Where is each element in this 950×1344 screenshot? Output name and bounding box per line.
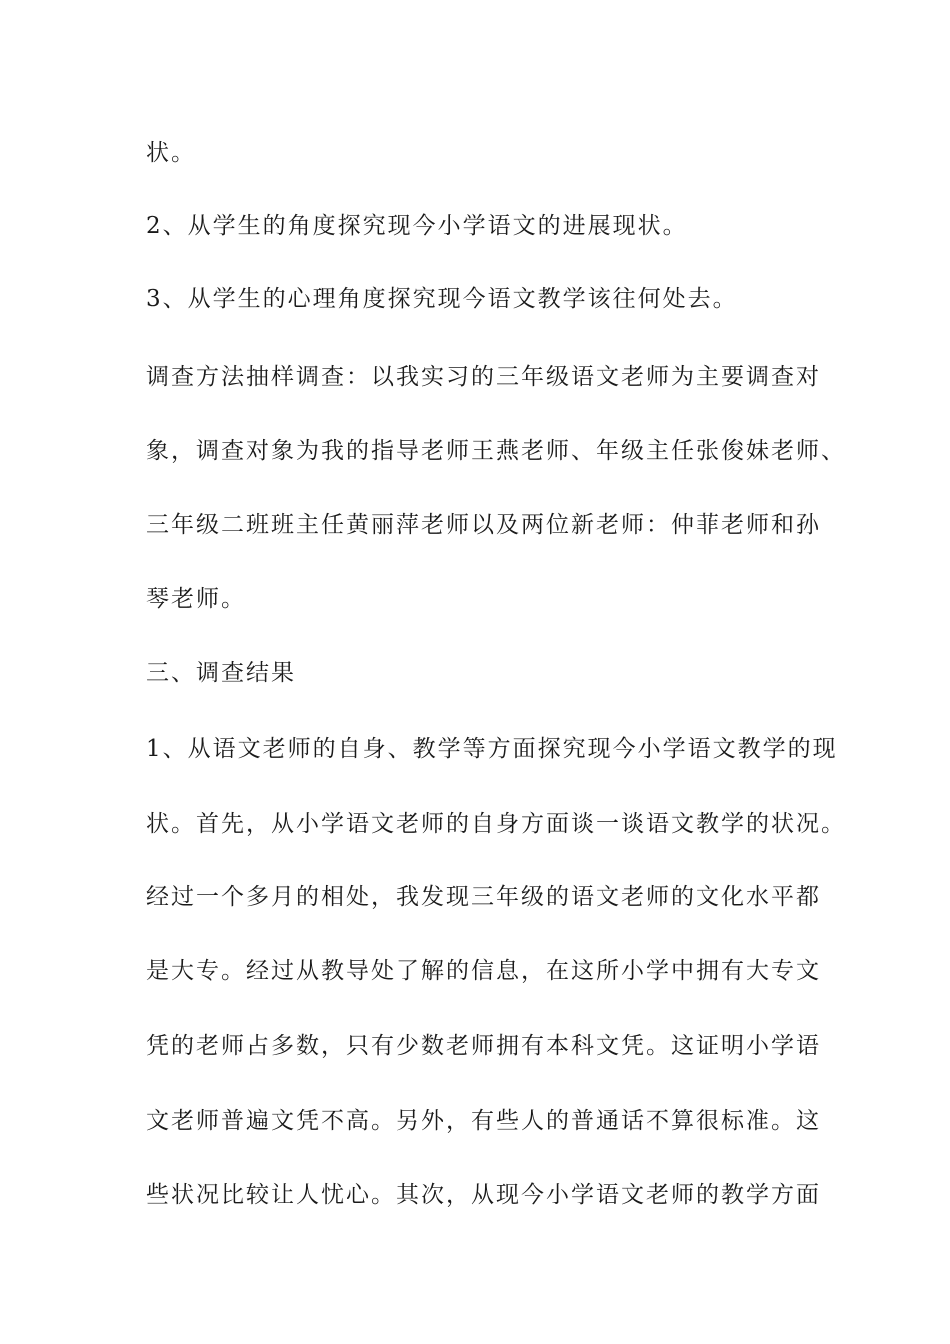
section-heading: 三、调查结果 bbox=[146, 660, 296, 686]
text-line-13: 凭的老师占多数，只有少数老师拥有本科文凭。这证明小学语 bbox=[146, 1033, 821, 1059]
text-line-14: 文老师普遍文凭不高。另外，有些人的普通话不算很标准。这 bbox=[146, 1108, 821, 1134]
text-line-11: 经过一个多月的相处，我发现三年级的语文老师的文化水平都 bbox=[146, 884, 821, 910]
text-line-10: 状。首先，从小学语文老师的自身方面谈一谈语文教学的状况。 bbox=[146, 811, 846, 837]
text-line-6: 三年级二班班主任黄丽萍老师以及两位新老师：仲菲老师和孙 bbox=[146, 512, 821, 538]
text-line-12: 是大专。经过从教导处了解的信息，在这所小学中拥有大专文 bbox=[146, 958, 821, 984]
text-line-9: 1、从语文老师的自身、教学等方面探究现今小学语文教学的现 bbox=[146, 736, 838, 762]
text-line-1: 状。 bbox=[146, 140, 196, 166]
text-line-7: 琴老师。 bbox=[146, 586, 246, 612]
text-line-4: 调查方法抽样调查：以我实习的三年级语文老师为主要调查对 bbox=[146, 364, 821, 390]
text-line-5: 象，调查对象为我的指导老师王燕老师、年级主任张俊妹老师、 bbox=[146, 438, 846, 464]
text-line-2: 2、从学生的角度探究现今小学语文的进展现状。 bbox=[146, 213, 688, 239]
text-line-3: 3、从学生的心理角度探究现今语文教学该往何处去。 bbox=[146, 286, 738, 312]
text-line-15: 些状况比较让人忧心。其次，从现今小学语文老师的教学方面 bbox=[146, 1182, 821, 1208]
